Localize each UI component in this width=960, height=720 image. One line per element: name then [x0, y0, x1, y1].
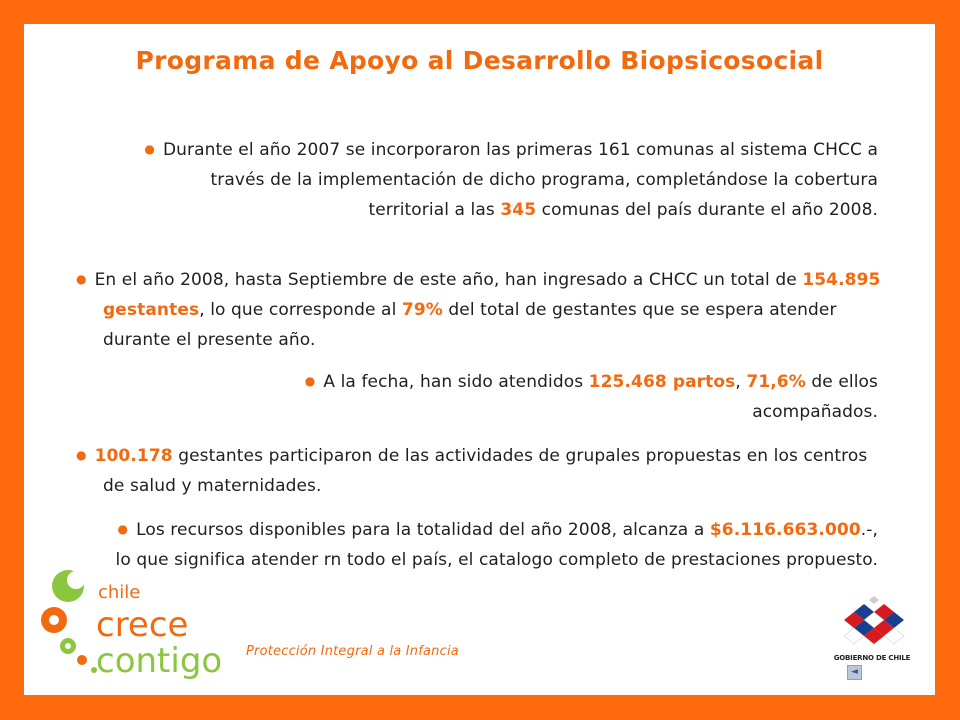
- chile-crece-contigo-logo: [38, 564, 258, 684]
- back-nav-button[interactable]: [847, 665, 862, 680]
- highlight-value: 345: [500, 200, 537, 220]
- paragraph-partos: [264, 366, 878, 427]
- logo-orange-dot: [77, 655, 87, 665]
- highlight-value: $6.116.663.000: [709, 520, 861, 540]
- back-arrow-icon: ◄: [851, 667, 858, 677]
- bullet-icon: ●: [304, 374, 316, 388]
- logo-word-chile: chile: [98, 582, 141, 603]
- gobierno-de-chile-label: GOBIERNO DE CHILE: [833, 654, 911, 662]
- bullet-icon: ●: [144, 142, 155, 156]
- highlight-value: 71,6%: [746, 372, 806, 392]
- logo-green-dot-inner: [65, 643, 71, 649]
- highlight-value: 154.895 gestantes: [103, 270, 881, 320]
- paragraph-2008-gestantes: [76, 264, 893, 355]
- logo-word-crece: crece: [96, 605, 189, 645]
- slide-canvas: [24, 24, 935, 695]
- text-segment: ,: [735, 372, 747, 392]
- text-segment: comunas del país durante el año 2008.: [536, 200, 878, 220]
- bullet-icon: ●: [117, 522, 129, 536]
- text-segment: Los recursos disponibles para la totalidad del año 2008, alcanza a: [136, 520, 710, 540]
- highlight-value: 125.468 partos: [588, 372, 736, 392]
- slide-title: Programa de Apoyo al Desarrollo Biopsicosocial: [135, 46, 824, 75]
- highlight-value: 100.178: [94, 446, 173, 466]
- text-segment: En el año 2008, hasta Septiembre de este año, han ingresado a CHCC un total de: [94, 270, 803, 290]
- highlight-value: 79%: [401, 300, 443, 320]
- text-segment: Durante el año 2007 se incorporaron las primeras 161 comunas al sistema CHCC a través de la implementación de dicho programa, completándose la cobertura territorial a las: [162, 140, 878, 220]
- text-segment: .-, lo que significa atender rn todo el país, el catalogo completo de prestaciones propuesto.: [115, 520, 878, 570]
- logo-orange-inner: [49, 615, 59, 625]
- bullet-icon: ●: [76, 448, 87, 462]
- logo-word-contigo: contigo: [96, 641, 223, 681]
- text-segment: de ellos acompañados.: [752, 372, 878, 422]
- bullet-icon: ●: [76, 272, 87, 286]
- text-segment: , lo que corresponde al: [199, 300, 402, 320]
- paragraph-actividades-grupales: [76, 440, 893, 501]
- logo-white-notch: [67, 571, 85, 589]
- text-segment: A la fecha, han sido atendidos: [323, 372, 589, 392]
- gov-tile: [869, 596, 879, 604]
- paragraph-2007-comunas: [135, 134, 878, 225]
- text-segment: del total de gestantes que se espera atender durante el presente año.: [103, 300, 837, 350]
- gobierno-de-chile-logo: [824, 594, 924, 684]
- logo-tagline: Protección Integral a la Infancia: [246, 644, 459, 659]
- text-segment: gestantes participaron de las actividades de grupales propuestas en los centros de salud y maternidades.: [103, 446, 868, 496]
